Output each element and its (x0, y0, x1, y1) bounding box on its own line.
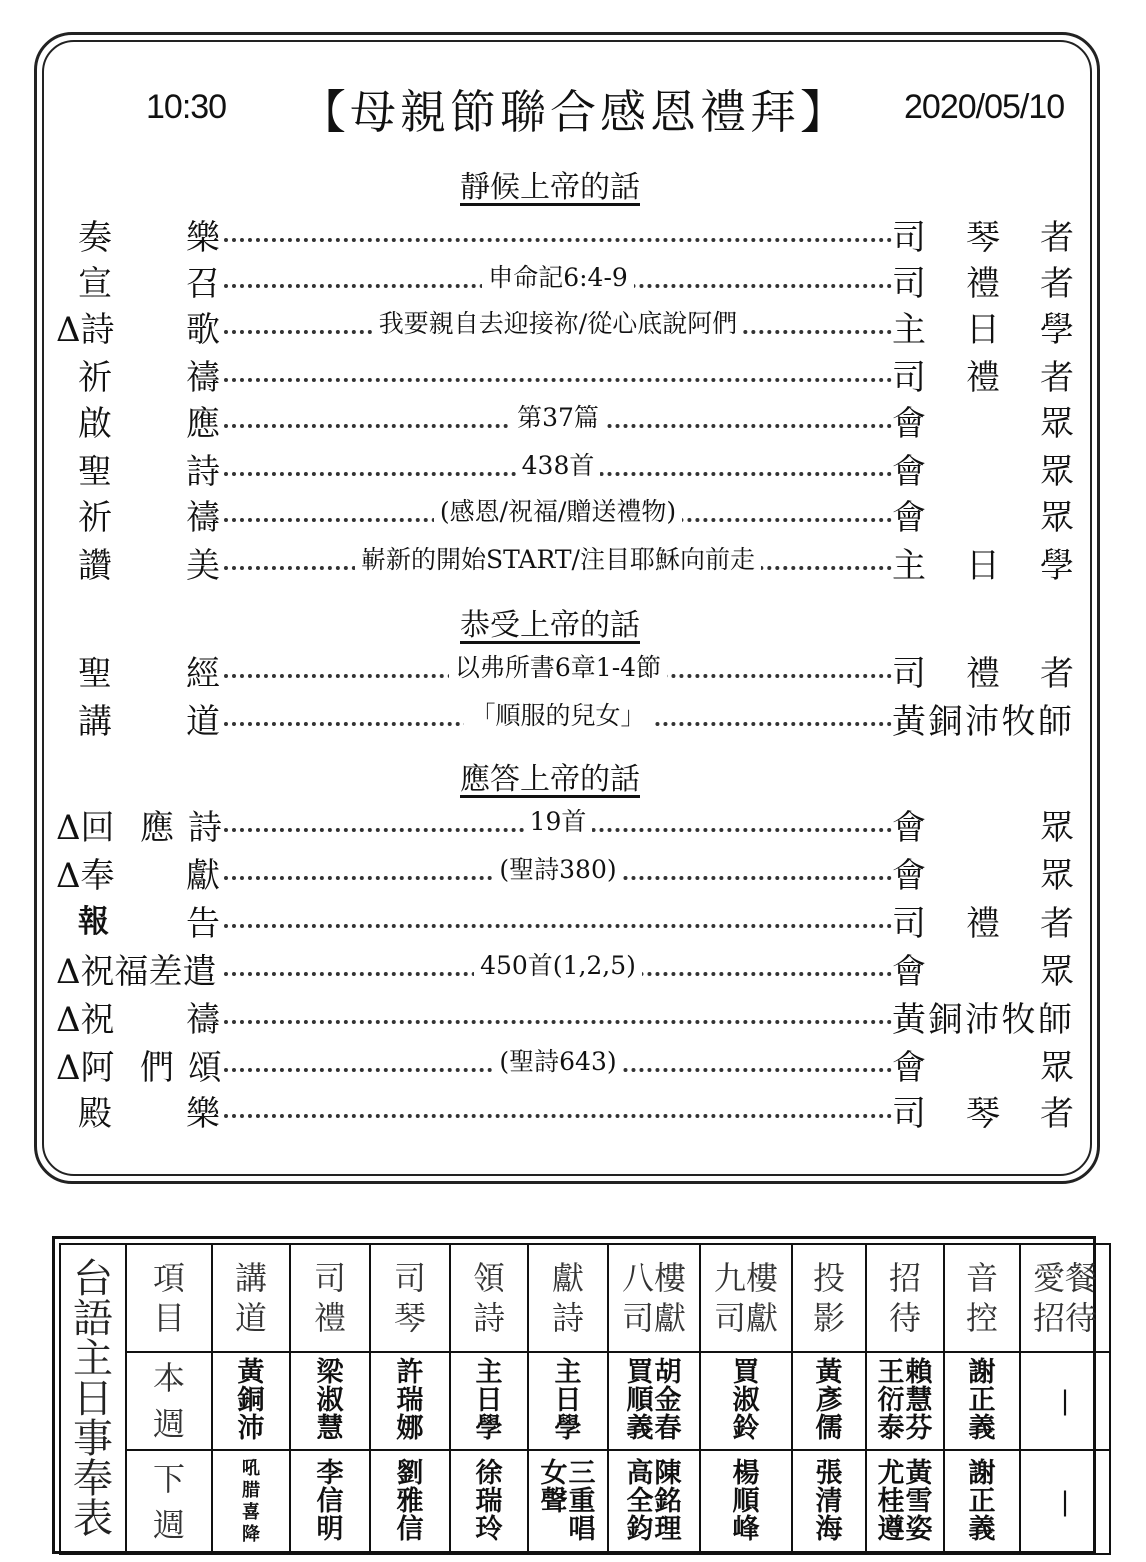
worship-item-label-part: 獻 (186, 856, 220, 896)
worship-item-leader-line (224, 1040, 892, 1086)
roster-name: 買順義 (626, 1357, 654, 1444)
worship-item (56, 256, 1072, 302)
roster-table-frame (52, 1236, 1096, 1554)
roster-name: 張清海 (815, 1458, 843, 1545)
worship-item-label-part: 禱 (186, 358, 220, 398)
roster-header-label: 司琴 (393, 1259, 426, 1337)
worship-item-responsible-part: 學 (1040, 310, 1074, 350)
worship-item-label-part: Δ阿 (56, 1048, 115, 1088)
roster-name: 謝正義 (968, 1357, 996, 1444)
worship-item-label-part: Δ詩 (56, 310, 115, 350)
roster-week-label-text: 下週 (152, 1460, 185, 1544)
worship-item-label (56, 210, 224, 256)
roster-name: 黃雪姿 (905, 1458, 933, 1545)
worship-item (56, 1086, 1072, 1132)
worship-item-responsible-part: 主 (892, 546, 926, 586)
worship-item-responsible (892, 1040, 1072, 1086)
worship-item-responsible-part: 者 (1040, 358, 1074, 398)
roster-cell (944, 1352, 1020, 1450)
worship-item-leader-line (224, 646, 892, 692)
roster-cell (528, 1450, 608, 1554)
roster-header-cell (608, 1244, 700, 1352)
worship-item-leader-line (224, 800, 892, 846)
roster-week-label-text: 本週 (152, 1359, 185, 1443)
roster-header-cell (528, 1244, 608, 1352)
dotted-leader (224, 238, 892, 242)
worship-item-detail-wrap (224, 852, 892, 888)
worship-item-detail-wrap (224, 260, 892, 296)
worship-item-label (56, 1040, 224, 1086)
worship-item-label-part: 聖 (78, 654, 112, 694)
worship-item-detail-wrap (224, 542, 892, 578)
roster-cell (866, 1352, 944, 1450)
worship-item-label-part: 告 (186, 904, 220, 944)
roster-cell (1020, 1450, 1110, 1554)
roster-name: 三重唱 (568, 1458, 596, 1545)
roster-cell (450, 1352, 528, 1450)
worship-item-label (56, 646, 224, 692)
roster-cell (608, 1352, 700, 1450)
worship-item-leader-line (224, 256, 892, 302)
worship-item-responsible (892, 256, 1072, 302)
worship-item-label (56, 444, 224, 490)
worship-item-leader-line (224, 210, 892, 256)
roster-header-cell (700, 1244, 792, 1352)
roster-header-label: 司禮 (313, 1259, 346, 1337)
worship-item-label (56, 694, 224, 740)
worship-item-label-part: 聖 (78, 452, 112, 492)
worship-item-responsible-part: 者 (1040, 218, 1074, 258)
worship-item-label-part: 詩 (186, 452, 220, 492)
worship-item-responsible (892, 992, 1072, 1038)
worship-item-responsible (892, 1086, 1072, 1132)
worship-item-leader-line (224, 396, 892, 442)
roster-name: 高全鈞 (626, 1458, 654, 1545)
worship-item-responsible-part: 者 (1040, 904, 1074, 944)
worship-item-responsible (892, 350, 1072, 396)
roster-name: | (1060, 1487, 1070, 1517)
worship-item-responsible-part: 學 (1040, 546, 1074, 586)
roster-name: 李信明 (316, 1458, 344, 1545)
worship-item-detail-wrap (224, 306, 892, 342)
worship-item-responsible (892, 896, 1072, 942)
worship-item-responsible-part: 會 (892, 808, 926, 848)
roster-header-cell (370, 1244, 450, 1352)
worship-item-detail: 嶄新的開始START/注目耶穌向前走 (355, 545, 761, 574)
dotted-leader (224, 924, 892, 928)
dotted-leader (224, 378, 892, 382)
worship-item-responsible (892, 210, 1072, 256)
roster-cell (370, 1352, 450, 1450)
worship-item-responsible (892, 538, 1072, 584)
worship-item-label (56, 302, 224, 348)
worship-item-label-part: 啟 (78, 404, 112, 444)
worship-item-responsible-part: 司 (892, 264, 926, 304)
worship-item-responsible-part: 會 (892, 452, 926, 492)
roster-cell (528, 1352, 608, 1450)
roster-name: 梁淑慧 (316, 1357, 344, 1444)
worship-item-detail: (感恩/祝福/贈送禮物) (434, 497, 682, 526)
worship-item-label-part: 樂 (186, 218, 220, 258)
worship-item-label (56, 350, 224, 396)
roster-name: | (1060, 1386, 1070, 1416)
worship-item-responsible-part: 黃銅沛牧師 (892, 1000, 1072, 1040)
roster-header-label: 九樓司獻 (713, 1259, 778, 1337)
roster-header-label: 招待 (888, 1259, 921, 1337)
worship-item (56, 944, 1072, 990)
roster-header-label: 講道 (234, 1259, 267, 1337)
worship-item-responsible (892, 646, 1072, 692)
worship-item (56, 210, 1072, 256)
worship-item-label-part: 講 (78, 702, 112, 742)
worship-item-leader-line (224, 444, 892, 490)
roster-name: 黃銅沛 (237, 1357, 265, 1444)
worship-item-responsible-part: 琴 (966, 218, 1000, 258)
section-heading-3: 應答上帝的話 (460, 762, 640, 797)
roster-header-cell (212, 1244, 290, 1352)
worship-item-detail-wrap (224, 494, 892, 530)
roster-name: 王衍泰 (877, 1357, 905, 1444)
roster-name: 徐瑞玲 (475, 1458, 503, 1545)
worship-item-responsible-part: 眾 (1040, 404, 1074, 444)
roster-cell (792, 1450, 866, 1554)
worship-item-detail-wrap (224, 1044, 892, 1080)
worship-item-label-part: 們 (140, 1048, 174, 1088)
roster-header-label: 獻詩 (551, 1259, 584, 1337)
worship-item-label-part: 禱 (186, 498, 220, 538)
roster-cell (290, 1352, 370, 1450)
worship-item-leader-line (224, 896, 892, 942)
worship-item-label-part: 歌 (186, 310, 220, 350)
roster-cell (944, 1450, 1020, 1554)
worship-item-label-part: 奏 (78, 218, 112, 258)
worship-item-responsible-part: 禮 (966, 904, 1000, 944)
worship-item-responsible-part: 司 (892, 218, 926, 258)
worship-item (56, 694, 1072, 740)
roster-week-label (126, 1450, 212, 1554)
section-heading-1: 靜候上帝的話 (460, 170, 640, 205)
dotted-leader (224, 1020, 892, 1024)
service-date: 2020/05/10 (904, 88, 1065, 126)
worship-item-leader-line (224, 490, 892, 536)
worship-item-responsible-part: 禮 (966, 358, 1000, 398)
worship-item-label (56, 848, 224, 894)
worship-item-responsible-part: 眾 (1040, 498, 1074, 538)
roster-name: 賴慧芬 (905, 1357, 933, 1444)
worship-item-leader-line (224, 992, 892, 1038)
worship-item (56, 302, 1072, 348)
worship-item-responsible (892, 444, 1072, 490)
worship-item-label-part: 應 (140, 808, 174, 848)
worship-item-label-part: 召 (186, 264, 220, 304)
roster-cell (370, 1450, 450, 1554)
roster-name: 許瑞娜 (396, 1357, 424, 1444)
dotted-leader (224, 1114, 892, 1118)
roster-header-cell (126, 1244, 212, 1352)
roster-header-label: 八樓司獻 (621, 1259, 686, 1337)
worship-item-detail: 以弗所書6章1-4節 (449, 653, 667, 682)
roster-header-cell (944, 1244, 1020, 1352)
worship-item-label (56, 800, 224, 846)
worship-item-label-part: 美 (186, 546, 220, 586)
roster-cell (450, 1450, 528, 1554)
roster-name: 女聲 (540, 1458, 568, 1517)
roster-cell (866, 1450, 944, 1554)
worship-item-label-part: 樂 (186, 1094, 220, 1134)
worship-item-label (56, 896, 224, 942)
worship-item (56, 848, 1072, 894)
worship-item-responsible-part: 主 (892, 310, 926, 350)
roster-cell (290, 1450, 370, 1554)
worship-item-label (56, 256, 224, 302)
worship-item-responsible (892, 302, 1072, 348)
worship-item-responsible-part: 者 (1040, 654, 1074, 694)
worship-item-label-part: 祈 (78, 358, 112, 398)
worship-item (56, 396, 1072, 442)
roster-cell (212, 1450, 290, 1554)
roster-title: 台語主日事奉表 (60, 1244, 126, 1554)
roster-header-label: 項目 (152, 1259, 185, 1337)
worship-item-leader-line (224, 1086, 892, 1132)
worship-item-label (56, 1086, 224, 1132)
worship-item-detail: 我要親自去迎接祢/從心底說阿們 (373, 309, 743, 338)
roster-cell (700, 1352, 792, 1450)
worship-item-detail-wrap (224, 948, 892, 984)
roster-header-cell (1020, 1244, 1110, 1352)
worship-item-label-part: Δ祝 (56, 1000, 115, 1040)
worship-item-label-part: 應 (186, 404, 220, 444)
worship-item-responsible-part: 黃銅沛牧師 (892, 702, 1072, 742)
section-heading-2: 恭受上帝的話 (460, 608, 640, 643)
roster-header-label: 音控 (965, 1259, 998, 1337)
roster-header-cell (866, 1244, 944, 1352)
worship-item-responsible-part: 日 (966, 310, 1000, 350)
roster-name: 尤桂遵 (877, 1458, 905, 1545)
worship-item (56, 646, 1072, 692)
worship-item (56, 490, 1072, 536)
worship-item-detail-wrap (224, 448, 892, 484)
worship-item-label-part: Δ祝福差遣 (56, 952, 217, 992)
worship-item-label-part: 經 (186, 654, 220, 694)
worship-item-leader-line (224, 538, 892, 584)
worship-item-detail: 450首(1,2,5) (474, 951, 642, 980)
worship-item-responsible (892, 800, 1072, 846)
worship-item-leader-line (224, 944, 892, 990)
worship-item-label-part: 報 (78, 904, 109, 940)
worship-item-label-part: 殿 (78, 1094, 112, 1134)
worship-item-responsible-part: 會 (892, 856, 926, 896)
service-title: 【母親節聯合感恩禮拜】 (300, 85, 850, 139)
worship-item-responsible-part: 司 (892, 1094, 926, 1134)
worship-item-leader-line (224, 302, 892, 348)
worship-item-responsible (892, 396, 1072, 442)
worship-item (56, 800, 1072, 846)
worship-item (56, 1040, 1072, 1086)
worship-item-label (56, 396, 224, 442)
worship-item-responsible-part: 眾 (1040, 1048, 1074, 1088)
roster-cell (700, 1450, 792, 1554)
worship-item-label-part: 宣 (78, 264, 112, 304)
roster-cell (608, 1450, 700, 1554)
worship-item-responsible-part: 者 (1040, 1094, 1074, 1134)
worship-item-label-part: 祈 (78, 498, 112, 538)
worship-item-responsible-part: 禮 (966, 264, 1000, 304)
worship-item-responsible-part: 司 (892, 358, 926, 398)
worship-item-label-part: 禱 (186, 1000, 220, 1040)
worship-item-responsible (892, 848, 1072, 894)
worship-item-responsible-part: 會 (892, 498, 926, 538)
worship-item-responsible-part: 會 (892, 1048, 926, 1088)
worship-item-label-part: Δ奉 (56, 856, 115, 896)
worship-item-label-part: 詩 (188, 808, 222, 848)
roster-row-next-week (60, 1450, 1110, 1554)
roster-name: 主日學 (554, 1357, 582, 1444)
worship-item-responsible-part: 司 (892, 904, 926, 944)
roster-header-label: 投影 (812, 1259, 845, 1337)
worship-item-responsible-part: 者 (1040, 264, 1074, 304)
worship-item-responsible-part: 會 (892, 404, 926, 444)
roster-name: 胡金春 (654, 1357, 682, 1444)
worship-item-detail-wrap (224, 650, 892, 686)
roster-name: 吼腊喜降 (242, 1458, 260, 1545)
roster-week-label (126, 1352, 212, 1450)
worship-item-detail: 「順服的兒女」 (464, 701, 651, 730)
roster-name: 黃彥儒 (815, 1357, 843, 1444)
worship-item-label (56, 944, 224, 990)
roster-cell (1020, 1352, 1110, 1450)
worship-item (56, 444, 1072, 490)
worship-item-detail: (聖詩380) (493, 855, 622, 884)
worship-item (56, 896, 1072, 942)
worship-item-responsible-part: 琴 (966, 1094, 1000, 1134)
roster-name: 買淑鈴 (732, 1357, 760, 1444)
worship-item-detail-wrap (224, 400, 892, 436)
worship-item-detail: 申命記6:4-9 (482, 263, 634, 292)
worship-item-responsible (892, 944, 1072, 990)
worship-item-detail: 19首 (524, 807, 593, 836)
worship-item-label-part: 頌 (188, 1048, 222, 1088)
service-time: 10:30 (146, 88, 227, 126)
worship-item-label (56, 538, 224, 584)
worship-item-responsible-part: 眾 (1040, 808, 1074, 848)
roster-row-this-week (60, 1352, 1110, 1450)
worship-item (56, 350, 1072, 396)
roster-header-cell (450, 1244, 528, 1352)
roster-header-cell (792, 1244, 866, 1352)
worship-item-responsible (892, 490, 1072, 536)
worship-item-detail: 第37篇 (511, 403, 605, 432)
worship-item (56, 538, 1072, 584)
worship-item-leader-line (224, 694, 892, 740)
worship-item-detail-wrap (224, 698, 892, 734)
worship-item-responsible-part: 禮 (966, 654, 1000, 694)
roster-name: 謝正義 (968, 1458, 996, 1545)
roster-name: 楊順峰 (732, 1458, 760, 1545)
worship-item-responsible-part: 會 (892, 952, 926, 992)
roster-table (59, 1243, 1111, 1555)
roster-header-label: 領詩 (472, 1259, 505, 1337)
roster-cell (212, 1352, 290, 1450)
worship-item-label-part: 讚 (78, 546, 112, 586)
roster-name: 主日學 (475, 1357, 503, 1444)
worship-item-detail: 438首 (516, 451, 601, 480)
worship-item-responsible-part: 司 (892, 654, 926, 694)
worship-item-label-part: 道 (186, 702, 220, 742)
worship-item-leader-line (224, 350, 892, 396)
worship-item-responsible (892, 694, 1072, 740)
worship-item-responsible-part: 眾 (1040, 952, 1074, 992)
worship-item-leader-line (224, 848, 892, 894)
worship-item-detail: (聖詩643) (493, 1047, 622, 1076)
roster-cell (792, 1352, 866, 1450)
roster-header-row (60, 1244, 1110, 1352)
worship-item-label (56, 992, 224, 1038)
worship-item-responsible-part: 眾 (1040, 452, 1074, 492)
worship-item-label-part: Δ回 (56, 808, 115, 848)
worship-item-responsible-part: 眾 (1040, 856, 1074, 896)
roster-header-cell (290, 1244, 370, 1352)
worship-item-responsible-part: 日 (966, 546, 1000, 586)
worship-item-label (56, 490, 224, 536)
roster-header-label: 愛餐招待 (1032, 1259, 1097, 1337)
worship-item (56, 992, 1072, 1038)
roster-name: 陳銘理 (654, 1458, 682, 1545)
roster-name: 劉雅信 (396, 1458, 424, 1545)
worship-item-detail-wrap (224, 804, 892, 840)
